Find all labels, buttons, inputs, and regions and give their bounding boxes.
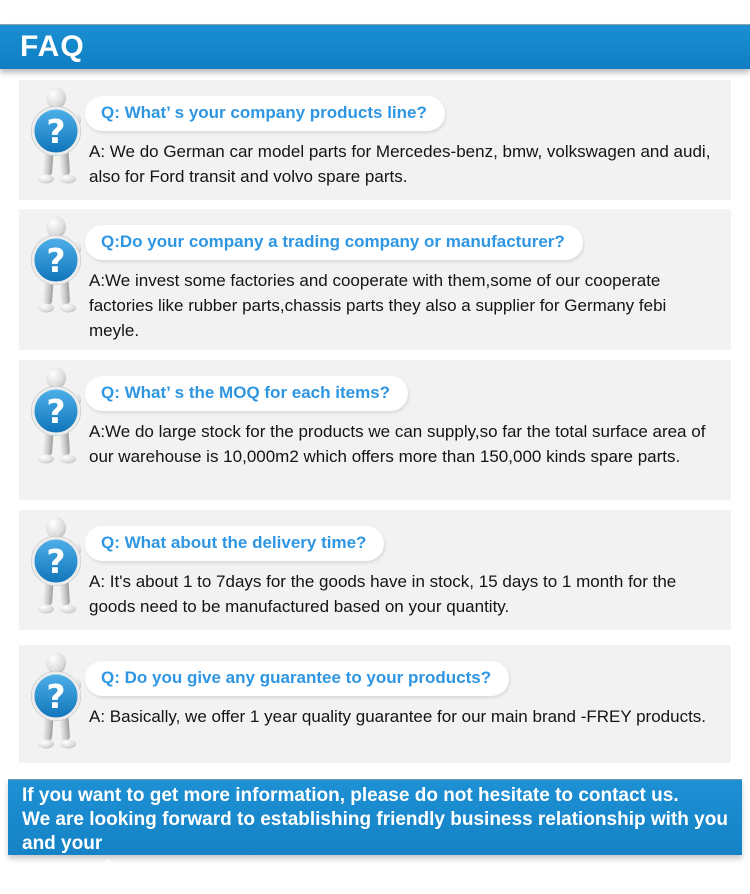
faq-header-bar	[0, 24, 750, 69]
question-bubble	[85, 526, 384, 561]
footer-line: company!	[22, 857, 112, 878]
page-title: FAQ	[20, 30, 85, 63]
question-mark-figure-icon	[29, 651, 85, 751]
question-mark-figure-icon	[29, 366, 85, 466]
faq-item-4	[19, 510, 731, 630]
footer-line: We are looking forward to establishing friendly business relationship with you and your	[22, 809, 728, 854]
footer-line: If you want to get more information, please do not hesitate to contact us.	[22, 785, 679, 806]
question-mark-figure-icon	[29, 215, 85, 315]
answer-text: A:We do large stock for the products we can supply,so far the total surface area of our warehouse is 10,000m2 which offers more than 150,000 kinds spare parts.	[89, 422, 706, 466]
faq-item-5	[19, 645, 731, 763]
answer-text: A:We invest some factories and cooperate with them,some of our cooperate factories like rubber parts,chassis parts they also a supplier for Germany febi meyle.	[89, 271, 667, 340]
faq-item-1	[19, 80, 731, 200]
question-text: Q: Do you give any guarantee to your products?	[101, 668, 492, 687]
question-bubble	[85, 225, 583, 260]
question-mark-figure-icon	[29, 516, 85, 616]
question-bubble	[85, 376, 408, 411]
question-bubble	[85, 96, 445, 131]
faq-item-3	[19, 360, 731, 500]
faq-item-2	[19, 209, 731, 350]
question-text: Q:Do your company a trading company or manufacturer?	[101, 232, 565, 251]
question-mark-figure-icon	[29, 86, 85, 186]
footer-banner	[8, 779, 742, 878]
answer-text: A: It's about 1 to 7days for the goods have in stock, 15 days to 1 month for the goods need to be manufactured based on your quantity.	[89, 572, 677, 616]
question-text: Q: What’ s your company products line?	[101, 103, 427, 122]
question-text: Q: What about the delivery time?	[101, 533, 367, 552]
answer-text: A: We do German car model parts for Mercedes-benz, bmw, volkswagen and audi, also for Ford transit and volvo spare parts.	[89, 142, 711, 186]
answer-text: A: Basically, we offer 1 year quality guarantee for our main brand -FREY products.	[89, 707, 707, 726]
question-text: Q: What’ s the MOQ for each items?	[101, 383, 391, 402]
question-bubble	[85, 661, 509, 696]
